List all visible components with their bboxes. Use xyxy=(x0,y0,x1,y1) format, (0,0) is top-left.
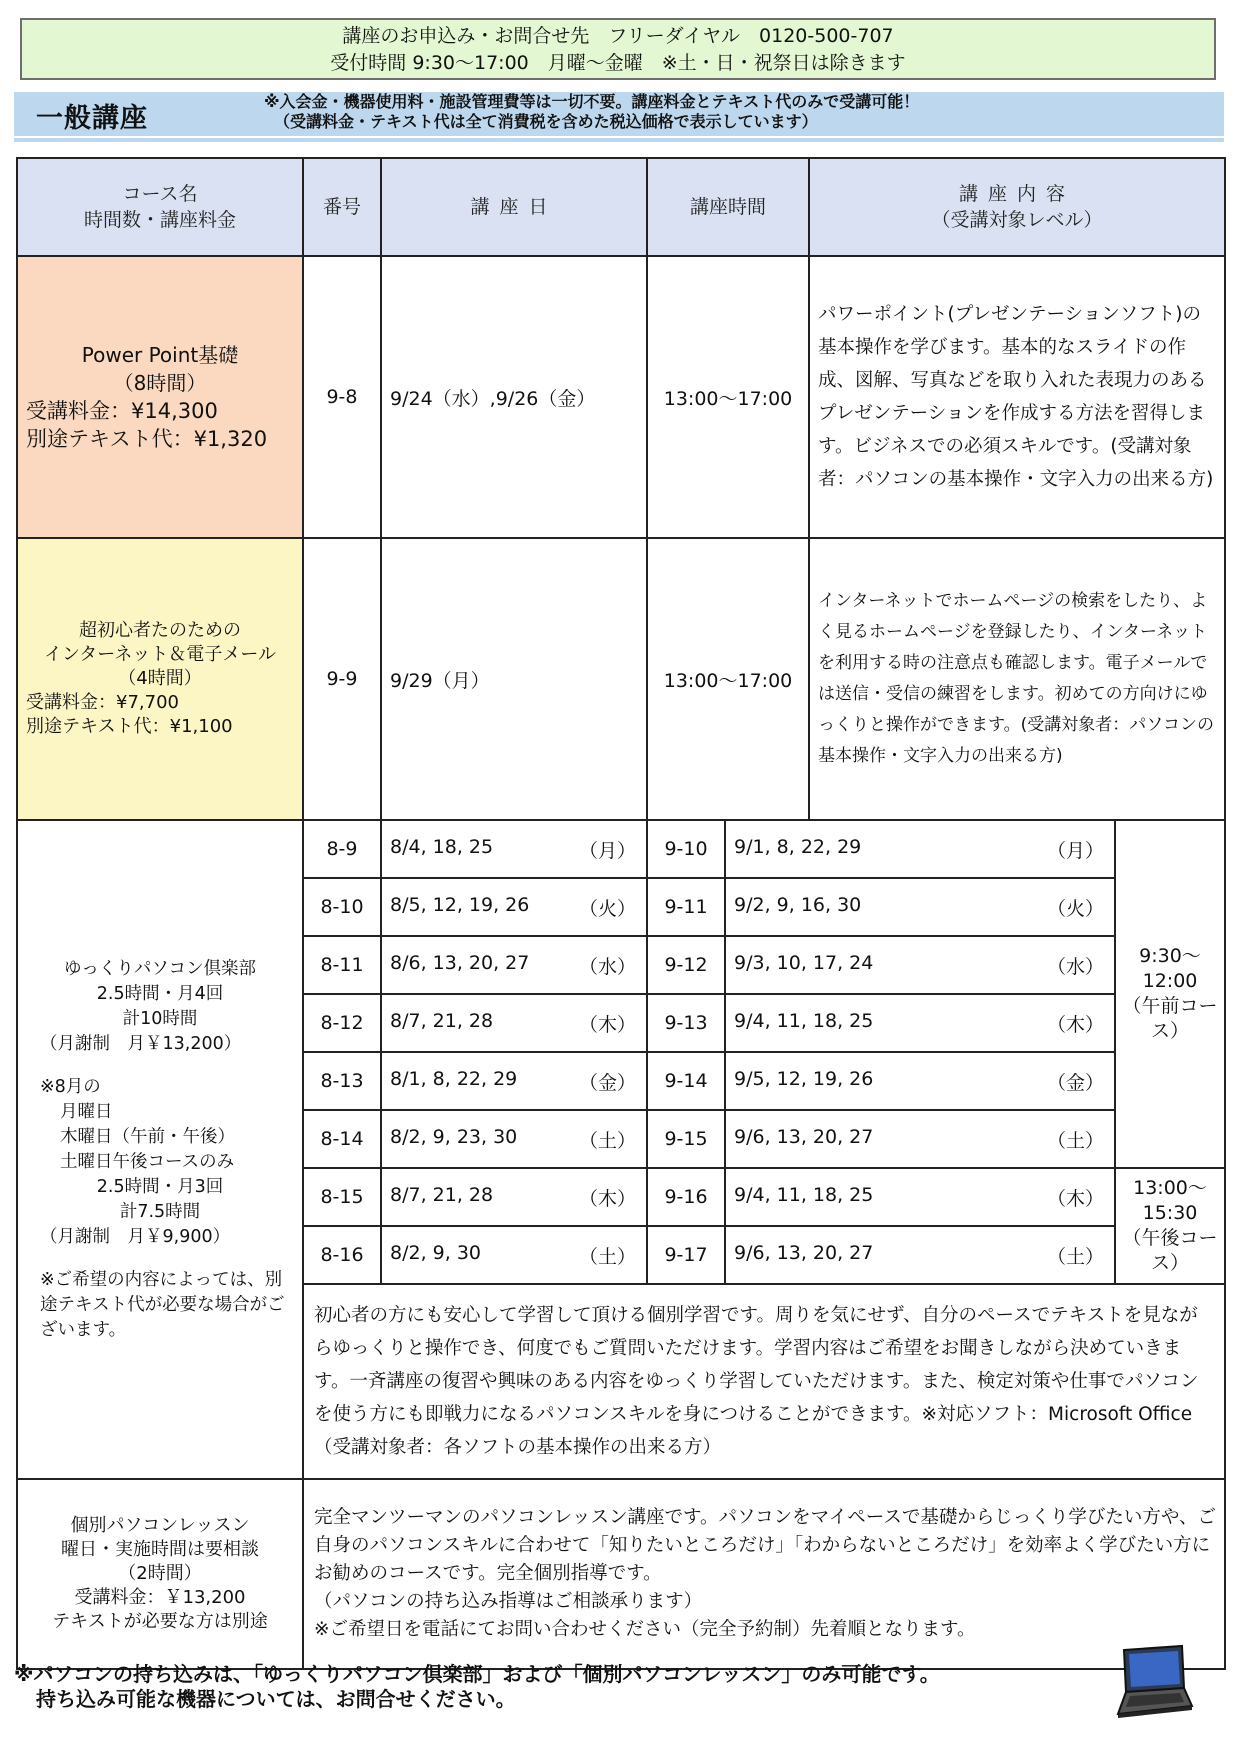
header-number: 番号 xyxy=(303,158,381,256)
dates: 9/6, 13, 20, 27 xyxy=(734,1241,874,1264)
dates: 9/6, 13, 20, 27 xyxy=(734,1125,874,1148)
section-note-line-2: （受講料金・テキスト代は全て消費税を含めた税込価格で表示しています） xyxy=(274,112,818,131)
header-course-line-2: 時間数・講座料金 xyxy=(83,209,236,231)
schedule-number-aug: 8-10 xyxy=(303,878,381,936)
schedule-dates-aug xyxy=(381,994,647,1052)
schedule-number-sep: 9-10 xyxy=(647,820,725,878)
course-name-internet xyxy=(17,538,303,820)
schedule-number-aug: 8-16 xyxy=(303,1226,381,1284)
schedule-dates-aug xyxy=(381,1226,647,1284)
laptop-icon xyxy=(1104,1644,1194,1724)
schedule-dates-sep xyxy=(725,820,1115,878)
club-total: 計10時間 xyxy=(122,1008,198,1029)
course-name-club xyxy=(17,820,303,1479)
weekday: （月） xyxy=(1047,839,1105,862)
course-row-internet xyxy=(17,538,1225,820)
lesson-hours: （2時間） xyxy=(118,1563,202,1584)
schedule-dates-sep xyxy=(725,1110,1115,1168)
dates: 8/7, 21, 28 xyxy=(390,1009,494,1032)
afternoon-label: （午後コース） xyxy=(1122,1227,1218,1274)
club-hours: 2.5時間・月4回 xyxy=(96,983,224,1004)
dates: 8/2, 9, 23, 30 xyxy=(390,1125,518,1148)
course-fee: 受講料金：¥14,300 xyxy=(26,399,218,423)
section-divider xyxy=(14,138,1224,142)
schedule-number-aug: 8-14 xyxy=(303,1110,381,1168)
club-note-2: 月曜日 xyxy=(60,1101,113,1122)
schedule-dates-aug xyxy=(381,820,647,878)
section-header xyxy=(14,92,1224,136)
contact-line-2: 受付時間 9:30～17:00 月曜～金曜 ※土・日・祝祭日は除きます xyxy=(330,52,906,74)
lesson-fee: 受講料金：￥13,200 xyxy=(74,1587,246,1608)
weekday: （土） xyxy=(578,1129,636,1152)
course-title-line-2: インターネット＆電子メール xyxy=(43,644,277,665)
header-content xyxy=(809,158,1225,256)
lesson-schedule: 曜日・実施時間は要相談 xyxy=(61,1539,259,1560)
header-content-line-2: （受講対象レベル） xyxy=(931,209,1103,231)
club-note-6: 計7.5時間 xyxy=(119,1201,201,1222)
weekday: （木） xyxy=(1047,1187,1105,1210)
dates: 9/3, 10, 17, 24 xyxy=(734,951,874,974)
club-fee: （月謝制 月￥13,200） xyxy=(40,1033,242,1054)
course-number: 9-9 xyxy=(303,538,381,820)
weekday: （火） xyxy=(1047,897,1105,920)
afternoon-time: 13:00～15:30 xyxy=(1133,1177,1207,1224)
lesson-desc-1: 完全マンツーマンのパソコンレッスン講座です。パソコンをマイペースで基礎からじっくり学びたい方や、ご自身のパソコンスキルに合わせて「知りたいところだけ」「わからないところだけ」を効率よく学びたい方にお勧めのコースです。完全個別指導です。 xyxy=(314,1507,1216,1584)
schedule-number-sep: 9-17 xyxy=(647,1226,725,1284)
contact-box xyxy=(20,18,1216,80)
dates: 9/2, 9, 16, 30 xyxy=(734,893,862,916)
footer-note xyxy=(14,1662,940,1712)
course-title-line-1: 超初心者たのための xyxy=(79,620,241,641)
weekday: （金） xyxy=(578,1071,636,1094)
schedule-number-aug: 8-15 xyxy=(303,1168,381,1226)
schedule-dates-aug xyxy=(381,878,647,936)
schedule-dates-aug xyxy=(381,1052,647,1110)
afternoon-course-time xyxy=(1115,1168,1225,1284)
club-note-5: 2.5時間・月3回 xyxy=(96,1176,224,1197)
course-text-fee: 別途テキスト代：¥1,320 xyxy=(26,427,268,451)
course-description: インターネットでホームページの検索をしたり、よく見るホームページを登録したり、インターネットを利用する時の注意点も確認します。電子メールでは送信・受信の練習をします。初めての方向けにゆっくりと操作ができます。(受講対象者：パソコンの基本操作・文字入力の出来る方) xyxy=(809,538,1225,820)
weekday: （土） xyxy=(1047,1129,1105,1152)
dates: 8/6, 13, 20, 27 xyxy=(390,951,530,974)
schedule-number-aug: 8-13 xyxy=(303,1052,381,1110)
footer-line-2: 持ち込み可能な機器については、お問合せください。 xyxy=(36,1687,516,1711)
weekday: （土） xyxy=(1047,1245,1105,1268)
lesson-desc-2: （パソコンの持ち込み指導はご相談承ります） xyxy=(314,1591,703,1612)
course-date: 9/29（月） xyxy=(381,538,647,820)
footer-line-1: ※パソコンの持ち込みは、「ゆっくりパソコン倶楽部」および「個別パソコンレッスン」のみ可能です。 xyxy=(14,1662,940,1686)
lesson-title: 個別パソコンレッスン xyxy=(70,1515,250,1536)
course-table xyxy=(16,157,1226,1670)
table-header-row xyxy=(17,158,1225,256)
schedule-number-aug: 8-9 xyxy=(303,820,381,878)
course-row-powerpoint xyxy=(17,256,1225,538)
weekday: （水） xyxy=(578,955,636,978)
schedule-dates-sep xyxy=(725,878,1115,936)
weekday: （月） xyxy=(578,839,636,862)
schedule-dates-sep xyxy=(725,994,1115,1052)
morning-time: 9:30～12:00 xyxy=(1139,945,1201,992)
section-title: 一般講座 xyxy=(36,103,148,134)
course-name-powerpoint xyxy=(17,256,303,538)
schedule-number-sep: 9-15 xyxy=(647,1110,725,1168)
course-hours: （8時間） xyxy=(113,371,207,395)
weekday: （金） xyxy=(1047,1071,1105,1094)
dates: 9/4, 11, 18, 25 xyxy=(734,1009,874,1032)
schedule-number-aug: 8-11 xyxy=(303,936,381,994)
club-note-1: ※8月の xyxy=(40,1076,101,1097)
section-note xyxy=(264,92,1164,132)
course-time: 13:00～17:00 xyxy=(647,538,809,820)
schedule-row xyxy=(17,820,1225,878)
schedule-dates-sep xyxy=(725,1226,1115,1284)
weekday: （木） xyxy=(578,1187,636,1210)
club-title: ゆっくりパソコン倶楽部 xyxy=(64,958,256,979)
weekday: （木） xyxy=(1047,1013,1105,1036)
schedule-number-sep: 9-14 xyxy=(647,1052,725,1110)
dates: 8/5, 12, 19, 26 xyxy=(390,893,530,916)
course-name-lesson xyxy=(17,1479,303,1669)
course-time: 13:00～17:00 xyxy=(647,256,809,538)
morning-course-time xyxy=(1115,820,1225,1168)
club-description: 初心者の方にも安心して学習して頂ける個別学習です。周りを気にせず、自分のペースでテキストを見ながらゆっくりと操作でき、何度でもご質問いただけます。学習内容はご希望をお聞きしながら決めていきます。一斉講座の復習や興味のある内容をゆっくり学習していただけます。また、検定対策や仕事でパソコンを使う方にも即戦力になるパソコンスキルを身につけることができます。※対応ソフト：Microsoft Office （受講対象者：各ソフトの基本操作の出来る方） xyxy=(303,1284,1225,1479)
schedule-number-aug: 8-12 xyxy=(303,994,381,1052)
morning-label: （午前コース） xyxy=(1122,995,1218,1042)
course-number: 9-8 xyxy=(303,256,381,538)
club-note-8: ※ご希望の内容によっては、別途テキスト代が必要な場合がございます。 xyxy=(40,1269,285,1340)
dates: 9/4, 11, 18, 25 xyxy=(734,1183,874,1206)
club-note-4: 土曜日午後コースのみ xyxy=(60,1151,235,1172)
dates: 8/7, 21, 28 xyxy=(390,1183,494,1206)
header-date: 講座日 xyxy=(381,158,647,256)
lesson-desc-3: ※ご希望日を電話にてお問い合わせください（完全予約制）先着順となります。 xyxy=(314,1619,976,1640)
dates: 9/5, 12, 19, 26 xyxy=(734,1067,874,1090)
schedule-dates-sep xyxy=(725,1052,1115,1110)
club-note-3: 木曜日（午前・午後） xyxy=(60,1126,235,1147)
schedule-dates-sep xyxy=(725,936,1115,994)
dates: 9/1, 8, 22, 29 xyxy=(734,835,862,858)
course-hours: （4時間） xyxy=(118,668,202,689)
schedule-number-sep: 9-16 xyxy=(647,1168,725,1226)
schedule-dates-aug xyxy=(381,1168,647,1226)
contact-line-1: 講座のお申込み・お問合せ先 フリーダイヤル 0120-500-707 xyxy=(342,25,894,47)
course-date: 9/24（水）,9/26（金） xyxy=(381,256,647,538)
schedule-dates-aug xyxy=(381,936,647,994)
club-note-7: （月謝制 月￥9,900） xyxy=(40,1226,231,1247)
schedule-number-sep: 9-12 xyxy=(647,936,725,994)
weekday: （水） xyxy=(1047,955,1105,978)
weekday: （土） xyxy=(578,1245,636,1268)
header-content-line-1: 講座内容 xyxy=(959,183,1076,205)
dates: 8/2, 9, 30 xyxy=(390,1241,482,1264)
course-row-lesson xyxy=(17,1479,1225,1669)
schedule-number-sep: 9-11 xyxy=(647,878,725,936)
lesson-description xyxy=(303,1479,1225,1669)
header-course-line-1: コース名 xyxy=(122,183,198,205)
lesson-text-note: テキストが必要な方は別途 xyxy=(52,1611,268,1632)
dates: 8/4, 18, 25 xyxy=(390,835,494,858)
course-title: Power Point基礎 xyxy=(81,343,239,367)
weekday: （火） xyxy=(578,897,636,920)
schedule-dates-aug xyxy=(381,1110,647,1168)
section-note-line-1: ※入会金・機器使用料・施設管理費等は一切不要。講座料金とテキスト代のみで受講可能！ xyxy=(264,92,920,111)
header-time: 講座時間 xyxy=(647,158,809,256)
weekday: （木） xyxy=(578,1013,636,1036)
course-fee: 受講料金：¥7,700 xyxy=(26,692,179,713)
course-description: パワーポイント(プレゼンテーションソフト)の基本操作を学びます。基本的なスライドの作成、図解、写真などを取り入れた表現力のあるプレゼンテーションを作成する方法を習得します。ビジネスでの必須スキルです。(受講対象者：パソコンの基本操作・文字入力の出来る方) xyxy=(809,256,1225,538)
schedule-dates-sep xyxy=(725,1168,1115,1226)
course-text-fee: 別途テキスト代：¥1,100 xyxy=(26,716,233,737)
dates: 8/1, 8, 22, 29 xyxy=(390,1067,518,1090)
header-course xyxy=(17,158,303,256)
schedule-number-sep: 9-13 xyxy=(647,994,725,1052)
